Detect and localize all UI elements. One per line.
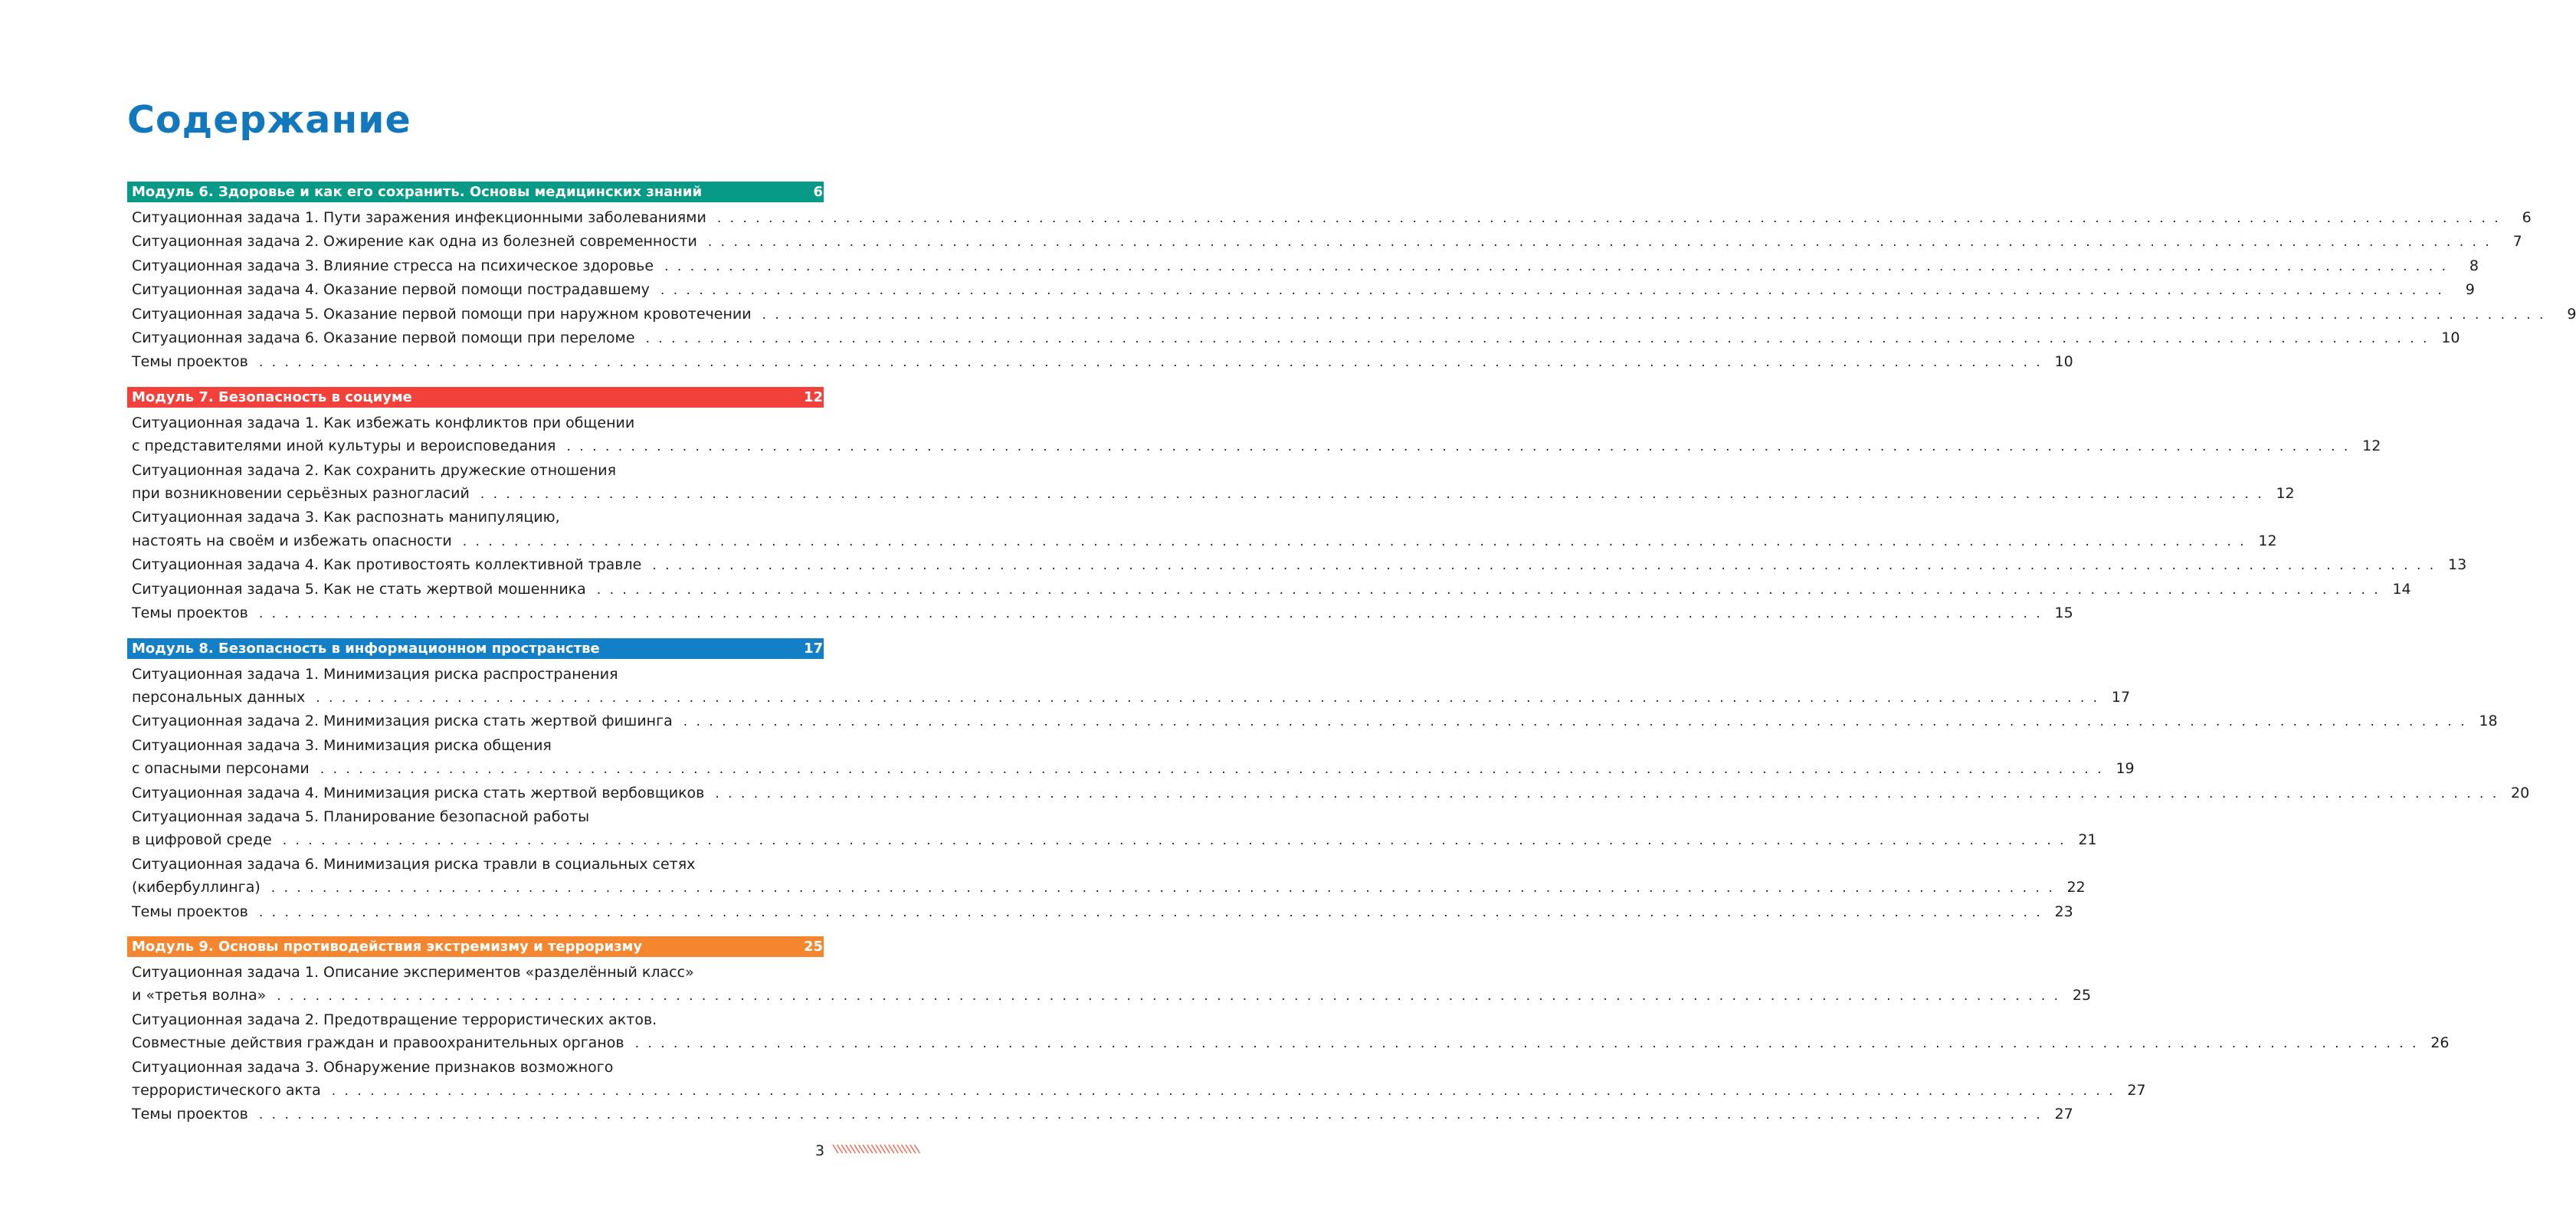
entry-page-number: 10 <box>2441 329 2460 347</box>
toc-entry[interactable] <box>127 303 2576 326</box>
module-section <box>127 387 2467 626</box>
dot-leader <box>463 530 2247 553</box>
toc-entry[interactable] <box>127 506 2277 553</box>
module-header[interactable] <box>127 182 824 202</box>
dot-leader <box>259 901 2043 924</box>
entry-page-number: 7 <box>2512 233 2522 251</box>
toc-entry[interactable] <box>127 961 2092 1008</box>
entry-page-number: 22 <box>2066 879 2086 896</box>
module-title: Модуль 6. Здоровье и как его сохранить. Основы медицинских знаний <box>132 184 703 200</box>
entry-page-number: 13 <box>2447 556 2467 574</box>
entry-page-number: 9 <box>2465 281 2475 299</box>
stripe-decoration <box>830 1142 919 1158</box>
module-page-number: 25 <box>803 938 823 955</box>
toc-entry[interactable] <box>127 278 2475 302</box>
toc-entry[interactable] <box>127 411 2381 459</box>
entry-title: персональных данных <box>132 688 306 706</box>
toc-entry[interactable] <box>127 1103 2073 1126</box>
entry-page-number: 17 <box>2111 688 2131 706</box>
entry-title: Темы проектов <box>132 353 248 371</box>
dot-leader <box>283 829 2066 852</box>
toc-entry[interactable] <box>127 350 2073 374</box>
entry-title: и «третья волна» <box>132 987 267 1005</box>
dot-leader <box>259 602 2043 625</box>
entry-list <box>127 957 2450 1127</box>
entry-page-number: 27 <box>2054 1106 2073 1123</box>
entry-title: Ситуационная задача 5. Как не стать жертвой мошенника <box>132 580 586 598</box>
entry-title: Темы проектов <box>132 903 248 920</box>
dot-leader <box>332 1080 2116 1103</box>
entry-title: с опасными персонами <box>132 760 310 778</box>
module-section <box>127 638 2530 924</box>
entry-title: Ситуационная задача 4. Минимизация риска стать жертвой вербовщиков <box>132 784 705 801</box>
toc-entry[interactable] <box>127 206 2532 230</box>
module-header[interactable] <box>127 387 824 408</box>
entry-page-number: 23 <box>2054 903 2073 920</box>
entry-title: Ситуационная задача 1. Как избежать конфликтов при общении <box>132 414 635 431</box>
entry-list <box>127 408 2467 626</box>
table-of-contents <box>127 182 2576 1139</box>
dot-leader <box>277 985 2060 1008</box>
toc-entry[interactable] <box>127 900 2073 924</box>
entry-list <box>127 202 2576 375</box>
entry-title: Ситуационная задача 3. Минимизация риска общения <box>132 736 552 754</box>
module-page-number: 17 <box>803 640 823 657</box>
entry-page-number: 21 <box>2078 831 2097 849</box>
module-section <box>127 936 2450 1127</box>
toc-entry[interactable] <box>127 578 2411 601</box>
page-number: 3 <box>815 1142 825 1159</box>
entry-title: Ситуационная задача 1. Пути заражения инфекционными заболеваниями <box>132 209 706 226</box>
dot-leader <box>566 435 2350 458</box>
module-header[interactable] <box>127 638 824 659</box>
dot-leader <box>597 578 2381 601</box>
toc-entry[interactable] <box>127 326 2460 350</box>
entry-title: Ситуационная задача 3. Обнаружение признаков возможного <box>132 1058 614 1076</box>
entry-title: Ситуационная задача 5. Планирование безопасной работы <box>132 808 590 825</box>
entry-title: Ситуационная задача 2. Как сохранить дружеские отношения <box>132 461 617 479</box>
toc-entry[interactable] <box>127 782 2530 805</box>
entry-title: Ситуационная задача 4. Оказание первой помощи пострадавшему <box>132 281 650 299</box>
entry-page-number: 10 <box>2054 353 2073 371</box>
entry-title: Ситуационная задача 5. Оказание первой помощи при наружном кровотечении <box>132 305 752 323</box>
dot-leader <box>708 231 2492 254</box>
entry-title: Ситуационная задача 4. Как противостоять коллективной травле <box>132 556 642 574</box>
entry-page-number: 25 <box>2072 987 2092 1005</box>
toc-entry[interactable] <box>127 663 2131 710</box>
dot-leader <box>664 255 2448 278</box>
dot-leader <box>715 782 2499 805</box>
entry-page-number: 26 <box>2430 1034 2450 1052</box>
dot-leader <box>646 327 2430 350</box>
dot-leader <box>271 877 2055 900</box>
toc-entry[interactable] <box>127 553 2467 577</box>
dot-leader <box>717 207 2501 230</box>
toc-entry[interactable] <box>127 734 2135 782</box>
entry-title: (кибербуллинга) <box>132 879 261 896</box>
entry-title: Темы проектов <box>132 1106 248 1123</box>
entry-title: Ситуационная задача 6. Минимизация риска травли в социальных сетях <box>132 855 696 873</box>
dot-leader <box>635 1032 2419 1055</box>
entry-list <box>127 659 2530 924</box>
dot-leader <box>652 554 2436 577</box>
dot-leader <box>259 1103 2043 1126</box>
page-title: Содержание <box>127 98 411 142</box>
entry-page-number: 12 <box>2276 485 2295 503</box>
dot-leader <box>316 687 2099 710</box>
entry-title: с представителями иной культуры и вероисповедания <box>132 438 556 455</box>
toc-entry[interactable] <box>127 805 2097 853</box>
entry-title: Ситуационная задача 3. Как распознать манипуляцию, <box>132 509 560 526</box>
entry-page-number: 15 <box>2054 605 2073 622</box>
entry-title: Ситуационная задача 2. Ожирение как одна из болезней современности <box>132 233 697 251</box>
module-title: Модуль 7. Безопасность в социуме <box>132 388 412 405</box>
module-section <box>127 182 2576 375</box>
entry-page-number: 6 <box>2522 209 2532 226</box>
toc-entry[interactable] <box>127 601 2073 625</box>
toc-entry[interactable] <box>127 230 2522 254</box>
module-page-number: 12 <box>803 388 823 405</box>
entry-title: настоять на своём и избежать опасности <box>132 532 452 549</box>
entry-title: Темы проектов <box>132 605 248 622</box>
dot-leader <box>480 483 2264 506</box>
module-title: Модуль 9. Основы противодействия экстремизму и терроризму <box>132 938 643 955</box>
dot-leader <box>320 758 2104 781</box>
entry-page-number: 9 <box>2567 305 2576 323</box>
entry-page-number: 18 <box>2479 713 2498 730</box>
entry-title: при возникновении серьёзных разногласий <box>132 485 470 503</box>
entry-title: Совместные действия граждан и правоохранительных органов <box>132 1034 624 1052</box>
toc-entry[interactable] <box>127 459 2295 506</box>
entry-page-number: 20 <box>2511 784 2530 801</box>
toc-entry[interactable] <box>127 1008 2450 1056</box>
dot-leader <box>660 279 2444 302</box>
dot-leader <box>259 351 2043 374</box>
entry-page-number: 8 <box>2469 257 2479 274</box>
dot-leader <box>683 710 2467 733</box>
toc-entry[interactable] <box>127 710 2498 733</box>
dot-leader <box>762 303 2546 326</box>
module-title: Модуль 8. Безопасность в информационном пространстве <box>132 640 600 657</box>
entry-title: Ситуационная задача 6. Оказание первой помощи при переломе <box>132 329 635 347</box>
module-header[interactable] <box>127 936 824 957</box>
entry-page-number: 27 <box>2127 1082 2146 1099</box>
entry-title: Ситуационная задача 3. Влияние стресса на психическое здоровье <box>132 257 654 274</box>
entry-page-number: 12 <box>2258 532 2277 549</box>
toc-entry[interactable] <box>127 853 2086 900</box>
entry-page-number: 12 <box>2362 438 2381 455</box>
module-page-number: 6 <box>813 184 823 200</box>
entry-title: Ситуационная задача 1. Минимизация риска распространения <box>132 665 618 683</box>
entry-title: Ситуационная задача 2. Предотвращение террористических актов. <box>132 1011 657 1028</box>
toc-entry[interactable] <box>127 254 2479 278</box>
entry-title: Ситуационная задача 2. Минимизация риска стать жертвой фишинга <box>132 713 673 730</box>
entry-page-number: 19 <box>2116 760 2135 778</box>
toc-entry[interactable] <box>127 1056 2146 1103</box>
entry-title: террористического акта <box>132 1082 321 1099</box>
entry-page-number: 14 <box>2392 580 2411 598</box>
entry-title: Ситуационная задача 1. Описание экспериментов «разделённый класс» <box>132 963 694 981</box>
entry-title: в цифровой среде <box>132 831 272 849</box>
